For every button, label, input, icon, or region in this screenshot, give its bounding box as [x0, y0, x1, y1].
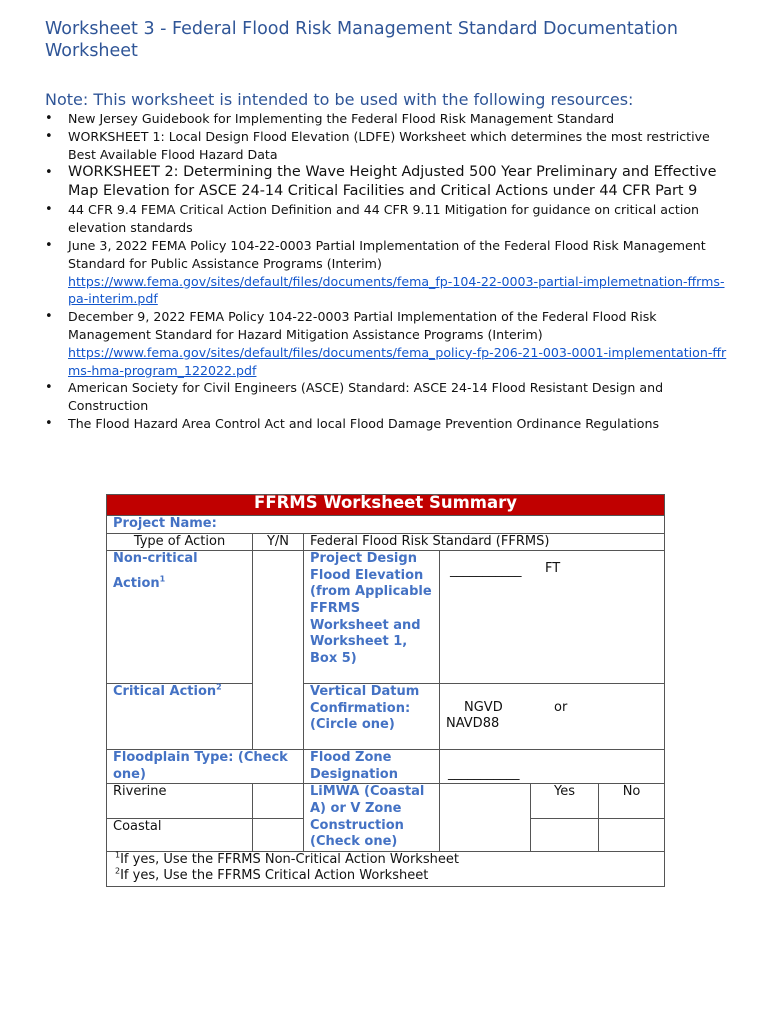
coastal-check[interactable]	[253, 818, 304, 851]
resource-text: December 9, 2022 FEMA Policy 104-22-0003 Partial Implementation of the Federal Flood Risk Management Standard for Hazard Mitigation Assistance Programs (Interim)	[68, 309, 657, 342]
limwa-yes-check[interactable]	[531, 818, 599, 851]
vertical-datum-options	[440, 684, 665, 750]
list-item	[45, 237, 730, 308]
resource-text: The Flood Hazard Area Control Act and local Flood Damage Prevention Ordinance Regulations	[68, 415, 660, 431]
flood-zone-label: Flood Zone Designation	[304, 750, 440, 784]
limwa-label: LiMWA (Coastal A) or V Zone Construction (Check one)	[304, 784, 440, 851]
hma-policy-link[interactable]: https://www.fema.gov/sites/default/files/documents/fema_policy-fp-206-21-003-0001-implementation-ffrms-hma-program_122022.pdf	[68, 344, 727, 378]
navd88-option[interactable]: NAVD88	[446, 716, 500, 732]
footnote-2: $^2$If yes, Use the FFRMS Critical Action Worksheet	[115, 867, 429, 884]
project-name-field[interactable]: Project Name:	[107, 516, 665, 534]
riverine-check[interactable]	[253, 784, 304, 818]
floodplain-type-label: Floodplain Type: (Check one)	[107, 750, 304, 784]
flood-zone-blank: ___________	[448, 766, 520, 782]
ngvd-option[interactable]: NGVD	[464, 700, 503, 716]
resource-text: WORKSHEET 1: Local Design Flood Elevation (LDFE) Worksheet which determines the most restrictive Best Available Flood Hazard Data	[68, 128, 710, 162]
design-elevation-blank: ___________	[450, 563, 522, 579]
resource-text: American Society for Civil Engineers (ASCE) Standard: ASCE 24-14 Flood Resistant Design and Construction	[68, 380, 664, 414]
limwa-no-check[interactable]	[599, 818, 665, 851]
limwa-yes[interactable]: Yes	[531, 784, 599, 818]
list-item	[45, 308, 730, 379]
action-text: Action$^1$	[113, 574, 166, 591]
list-item	[45, 379, 730, 415]
project-design-label: Project Design Flood Elevation (from Applicable FFRMS Worksheet and Worksheet 1, Box 5)	[304, 551, 440, 684]
noncritical-text: Non-critical	[113, 551, 198, 567]
list-item	[45, 415, 730, 433]
col-standard-header: Federal Flood Risk Standard (FFRMS)	[304, 533, 665, 551]
pa-policy-link[interactable]: https://www.fema.gov/sites/default/files/documents/fema_fp-104-22-0003-partial-implemetnation-ffrms-pa-interim.pdf	[68, 273, 725, 307]
riverine-label: Riverine	[107, 784, 253, 818]
list-item	[45, 163, 730, 201]
list-item	[45, 201, 730, 237]
resource-text: New Jersey Guidebook for Implementing the Federal Flood Risk Management Standard	[68, 111, 615, 126]
col-yn-header: Y/N	[253, 533, 304, 551]
note-heading: Note: This worksheet is intended to be used with the following resources:	[45, 90, 634, 109]
coastal-label: Coastal	[107, 818, 253, 851]
footnote-1: $^1$If yes, Use the FFRMS Non-Critical Action Worksheet	[115, 850, 459, 867]
design-elevation-field[interactable]	[440, 551, 665, 684]
col-type-header: Type of Action	[107, 533, 253, 551]
footnotes	[107, 851, 665, 886]
vertical-datum-label: Vertical Datum Confirmation: (Circle one)	[304, 684, 440, 750]
page-title: Worksheet 3 - Federal Flood Risk Management Standard Documentation Worksheet	[45, 19, 678, 61]
list-item	[45, 128, 730, 164]
ffrms-summary-table	[106, 494, 665, 887]
noncritical-action-label	[107, 551, 253, 684]
or-text: or	[554, 700, 568, 716]
limwa-spacer	[440, 784, 531, 851]
resource-list	[45, 110, 730, 433]
resource-text: 44 CFR 9.4 FEMA Critical Action Definition and 44 CFR 9.11 Mitigation for guidance on critical action elevation standards	[68, 202, 700, 236]
critical-action-label: Critical Action$^2$	[107, 684, 253, 750]
limwa-no[interactable]: No	[599, 784, 665, 818]
summary-heading: FFRMS Worksheet Summary	[107, 495, 665, 516]
ft-unit: FT	[545, 561, 561, 577]
resource-text: WORKSHEET 2: Determining the Wave Height Adjusted 500 Year Preliminary and Effective Map Elevation for ASCE 24-14 Critical Facilities and Critical Actions under 44 CFR Part 9	[68, 164, 717, 200]
yn-action-cell[interactable]	[253, 551, 304, 750]
list-item	[45, 110, 730, 128]
resource-text: June 3, 2022 FEMA Policy 104-22-0003 Partial Implementation of the Federal Flood Risk Management Standard for Public Assistance Programs (Interim)	[68, 237, 706, 271]
flood-zone-field[interactable]	[440, 750, 665, 784]
